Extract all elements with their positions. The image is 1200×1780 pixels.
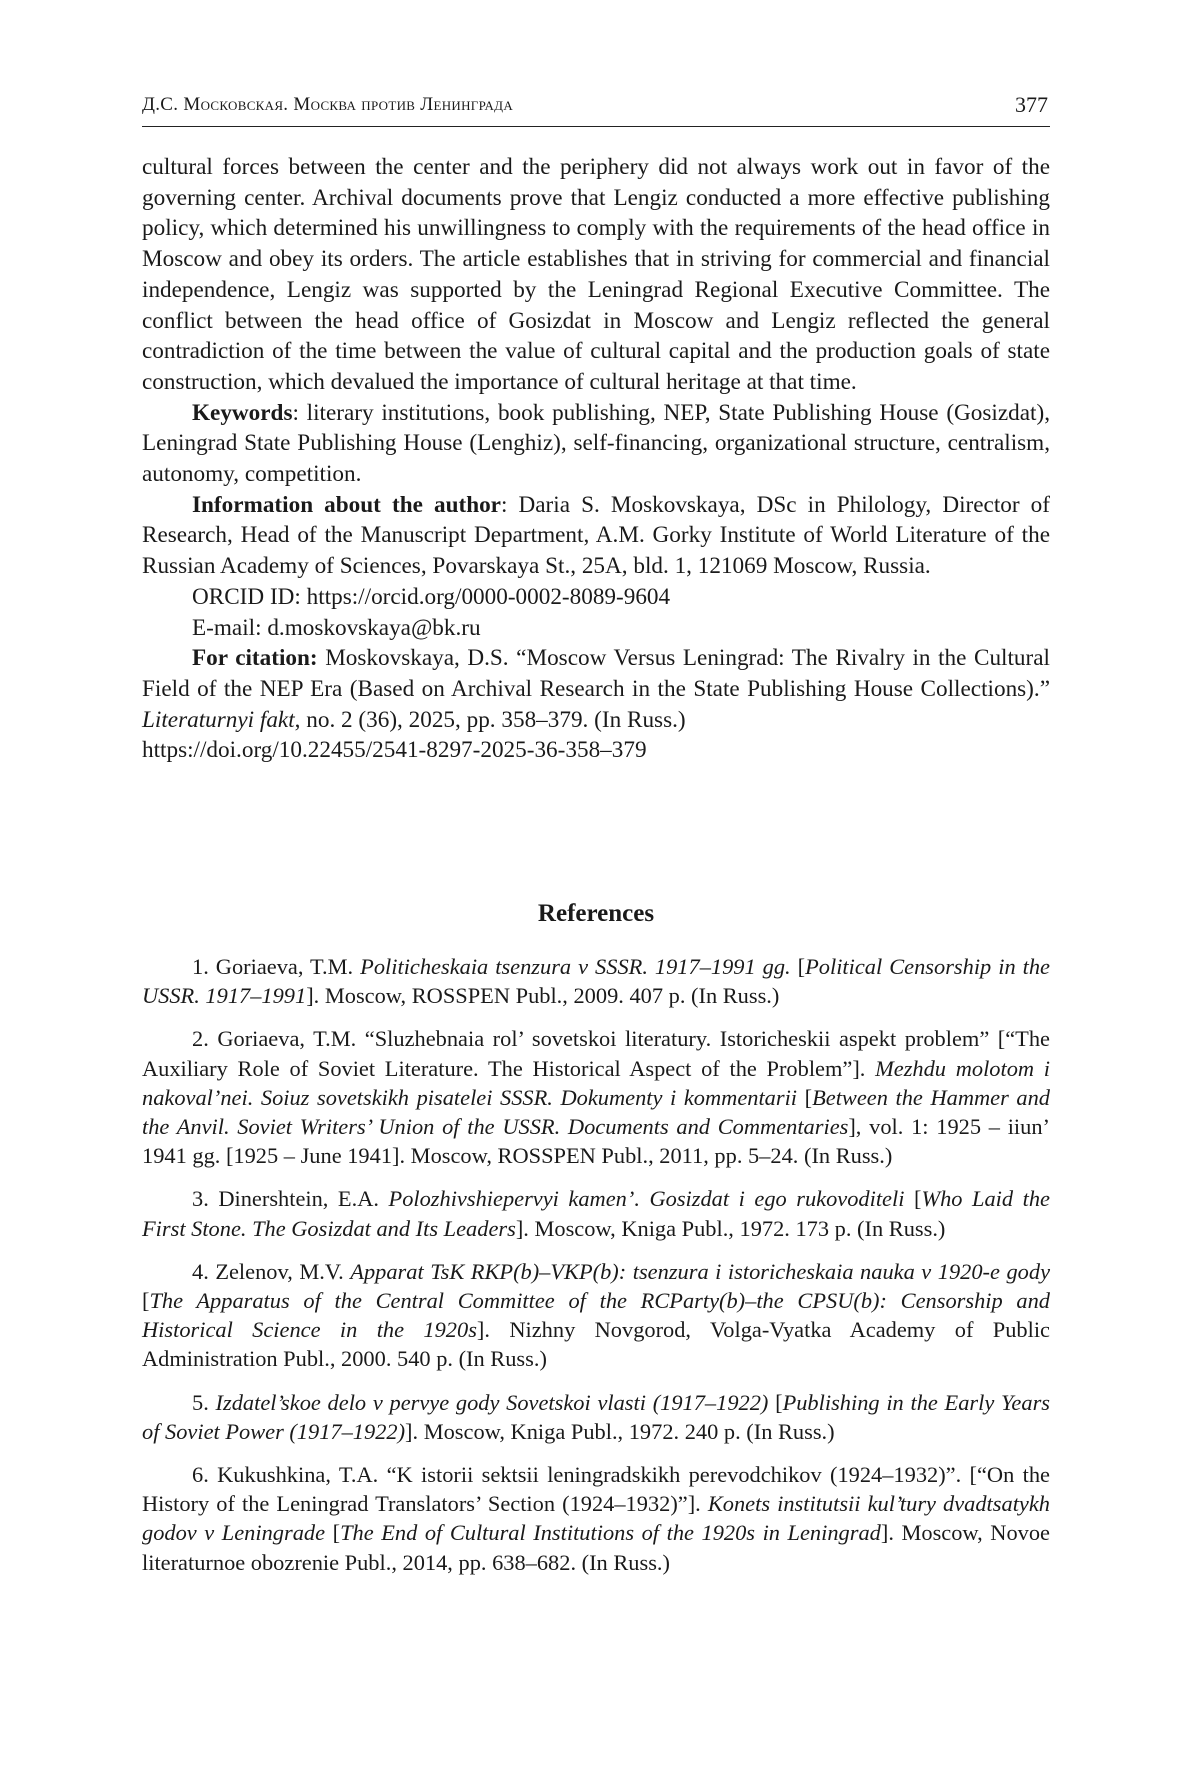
author-info-label: Information about the author <box>192 491 501 518</box>
ref-translation-italic: Who Laid the First Stone. The Gosizdat and Its Leaders <box>142 1186 1050 1241</box>
ref-translation-italic: Between the Hammer and the Anvil. Soviet Writers’ Union of the USSR. Documents and Commentaries <box>142 1084 1050 1140</box>
ref-text: 4. Zelenov, M.V. <box>192 1258 351 1284</box>
citation-label: For citation: <box>192 645 318 672</box>
reference-item <box>142 1024 1050 1170</box>
email-line[interactable]: E-mail: d.moskovskaya@bk.ru <box>192 614 481 641</box>
reference-item <box>142 1184 1050 1242</box>
abstract-continuation: cultural forces between the center and the periphery did not always work out in favor of the governing center. Archival documents prove that Lengiz conducted a more effective publishing policy, which determined his unwillingness to comply with the requirements of the head office in Moscow and obey its orders. The article establishes that in striving for commercial and financial independence, Lengiz was supported by the Leningrad Regional Executive Committee. The conflict between the head office of Gosizdat in Moscow and Lengiz reflected the general contradiction of the time between the value of cultural capital and the production goals of state construction, which devalued the importance of cultural heritage at that time. <box>142 154 1050 395</box>
ref-text: [ <box>325 1520 341 1546</box>
running-head <box>142 92 1050 127</box>
ref-text: ], vol. 1: 1925 – iiun’ 1941 gg. [1925 – June 1941]. Moscow, ROSSPEN Publ., 2011, pp. 5–24. (In Russ.) <box>142 1114 1050 1169</box>
ref-title-italic: Mezhdu molotom i nakoval’nei. Soiuz sovetskikh pisatelei SSSR. Dokumenty i kommentarii <box>142 1055 1050 1110</box>
citation-doi[interactable]: https://doi.org/10.22455/2541-8297-2025-36-358–379 <box>142 737 647 764</box>
ref-title-italic: Izdatel’skoe delo v pervye gody Sovetskoi vlasti (1917–1922) <box>215 1389 769 1415</box>
references-list <box>142 952 1050 1591</box>
ref-translation-italic: Publishing in the Early Years of Soviet Power (1917–1922) <box>142 1389 1050 1444</box>
citation-journal: Literaturnyi fakt <box>142 706 295 733</box>
ref-text: ]. Nizhny Novgorod, Volga-Vyatka Academy of Public Administration Publ., 2000. 540 p. (In Russ.) <box>142 1317 1050 1372</box>
running-title: Д.С. Московская. Москва против Ленинграда <box>142 94 514 115</box>
reference-item <box>142 1388 1050 1446</box>
ref-text: [ <box>904 1186 922 1212</box>
keywords-paragraph <box>142 398 1050 490</box>
ref-text: ]. Moscow, Kniga Publ., 1972. 240 p. (In Russ.) <box>405 1418 835 1444</box>
ref-title-italic: Apparat TsK RKP(b)–VKP(b): tsenzura i istoricheskaia nauka v 1920-e gody <box>350 1258 1051 1284</box>
reference-item <box>142 1257 1050 1374</box>
ref-text: 2. Goriaeva, T.M. “Sluzhebnaia rol’ sovetskoi literatury. Istoricheskii aspekt problem” [“The Auxiliary Role of Soviet Literature. The Historical Aspect of the Problem”]. <box>142 1026 1050 1081</box>
reference-item <box>142 1460 1050 1577</box>
references-heading: References <box>537 900 655 927</box>
abstract-block <box>142 152 1050 766</box>
ref-text: 1. Goriaeva, T.M. <box>192 954 361 979</box>
keywords-label: Keywords <box>192 399 293 426</box>
ref-title-italic: Polozhivshiepervyi kamen’. Gosizdat i ego rukovoditeli <box>388 1186 905 1212</box>
page-number: 377 <box>1015 92 1048 117</box>
author-info-text: : Daria S. Moskovskaya, DSc in Philology, Director of Research, Head of the Manuscript Department, A.M. Gorky Institute of World Literature of the Russian Academy of Sciences, Povarskaya St., 25A, bld. 1, 121069 Moscow, Russia. <box>142 491 1050 580</box>
ref-text: [ <box>797 1084 813 1110</box>
citation-text: Moskovskaya, D.S. “Moscow Versus Leningrad: The Rivalry in the Cultural Field of the NEP Era (Based on Archival Research in the State Publishing House Collections).” <box>142 645 1050 702</box>
ref-translation-italic: The End of Cultural Institutions of the 1920s in Leningrad <box>340 1520 881 1546</box>
citation-text-after: , no. 2 (36), 2025, pp. 358–379. (In Russ.) <box>294 706 686 733</box>
ref-title-italic: Konets institutsii kul’tury dvadtsatykh godov v Leningrade <box>142 1491 1050 1546</box>
ref-translation-italic: Political Censorship in the USSR. 1917–1991 <box>142 954 1050 1009</box>
ref-text: ]. Moscow, Kniga Publ., 1972. 173 p. (In Russ.) <box>515 1215 946 1241</box>
ref-title-italic: Politicheskaia tsenzura v SSSR. 1917–1991 gg. <box>360 954 791 979</box>
ref-text: [ <box>790 954 806 979</box>
orcid-line[interactable]: ORCID ID: https://orcid.org/0000-0002-8089-9604 <box>192 583 671 610</box>
ref-text: 5. <box>192 1389 216 1415</box>
keywords-text: : literary institutions, book publishing, NEP, State Publishing House (Gosizdat), Leningrad State Publishing House (Lenghiz), self-financing, organizational structure, centralism, autonomy, competition. <box>142 399 1050 488</box>
ref-text: ]. Moscow, ROSSPEN Publ., 2009. 407 p. (In Russ.) <box>306 983 780 1009</box>
author-info-paragraph <box>142 490 1050 582</box>
ref-text: [ <box>768 1389 783 1415</box>
ref-text: [ <box>142 1288 150 1314</box>
citation-paragraph <box>142 643 1050 735</box>
ref-text: 3. Dinershtein, E.A. <box>192 1186 389 1212</box>
ref-text: 6. Kukushkina, T.A. “K istorii sektsii leningradskikh perevodchikov (1924–1932)”. [“On the History of the Leningrad Translators’ Section (1924–1932)”]. <box>142 1462 1050 1517</box>
reference-item <box>142 952 1050 1010</box>
ref-translation-italic: The Apparatus of the Central Committee of the RCParty(b)–the CPSU(b): Censorship and Historical Science in the 1920s <box>142 1288 1050 1343</box>
ref-text: ]. Moscow, Novoe literaturnoe obozrenie Publ., 2014, pp. 638–682. (In Russ.) <box>142 1520 1050 1575</box>
